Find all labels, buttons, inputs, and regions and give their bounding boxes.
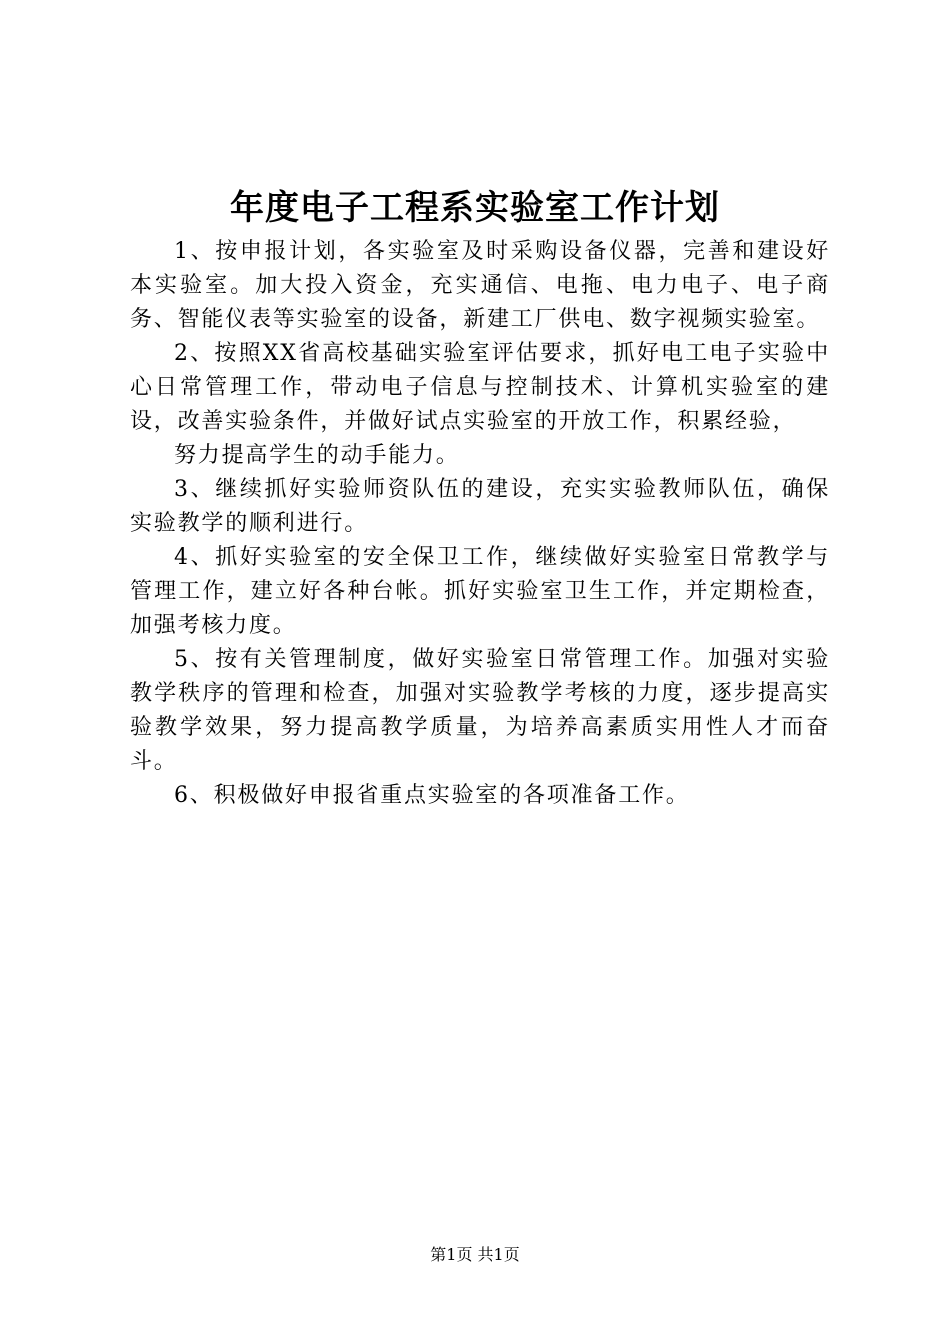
document-title: 年度电子工程系实验室工作计划 <box>230 188 720 228</box>
paragraph-3: 3、继续抓好实验师资队伍的建设，充实实验教师队伍，确保实验教学的顺利进行。 <box>130 477 830 536</box>
paragraph-1: 1、按申报计划，各实验室及时采购设备仪器，完善和建设好本实验室。加大投入资金，充实通信、电拖、电力电子、电子商务、智能仪表等实验室的设备，新建工厂供电、数字视频实验室。 <box>130 239 830 332</box>
paragraph-2-continued: 努力提高学生的动手能力。 <box>174 443 460 468</box>
paragraph-5: 5、按有关管理制度，做好实验室日常管理工作。加强对实验教学秩序的管理和检查，加强对实验教学考核的力度，逐步提高实验教学效果，努力提高教学质量，为培养高素质实用性人才而奋斗。 <box>130 647 830 774</box>
paragraph-2: 2、按照XX省高校基础实验室评估要求，抓好电工电子实验中心日常管理工作，带动电子信息与控制技术、计算机实验室的建设，改善实验条件，并做好试点实验室的开放工作，积累经验， <box>130 341 830 434</box>
page-footer: 第1页 共1页 <box>430 1245 520 1264</box>
paragraph-4: 4、抓好实验室的安全保卫工作，继续做好实验室日常教学与管理工作，建立好各种台帐。抓好实验室卫生工作，并定期检查，加强考核力度。 <box>130 545 830 638</box>
paragraph-6: 6、积极做好申报省重点实验室的各项准备工作。 <box>174 783 690 808</box>
document-body <box>130 235 830 813</box>
